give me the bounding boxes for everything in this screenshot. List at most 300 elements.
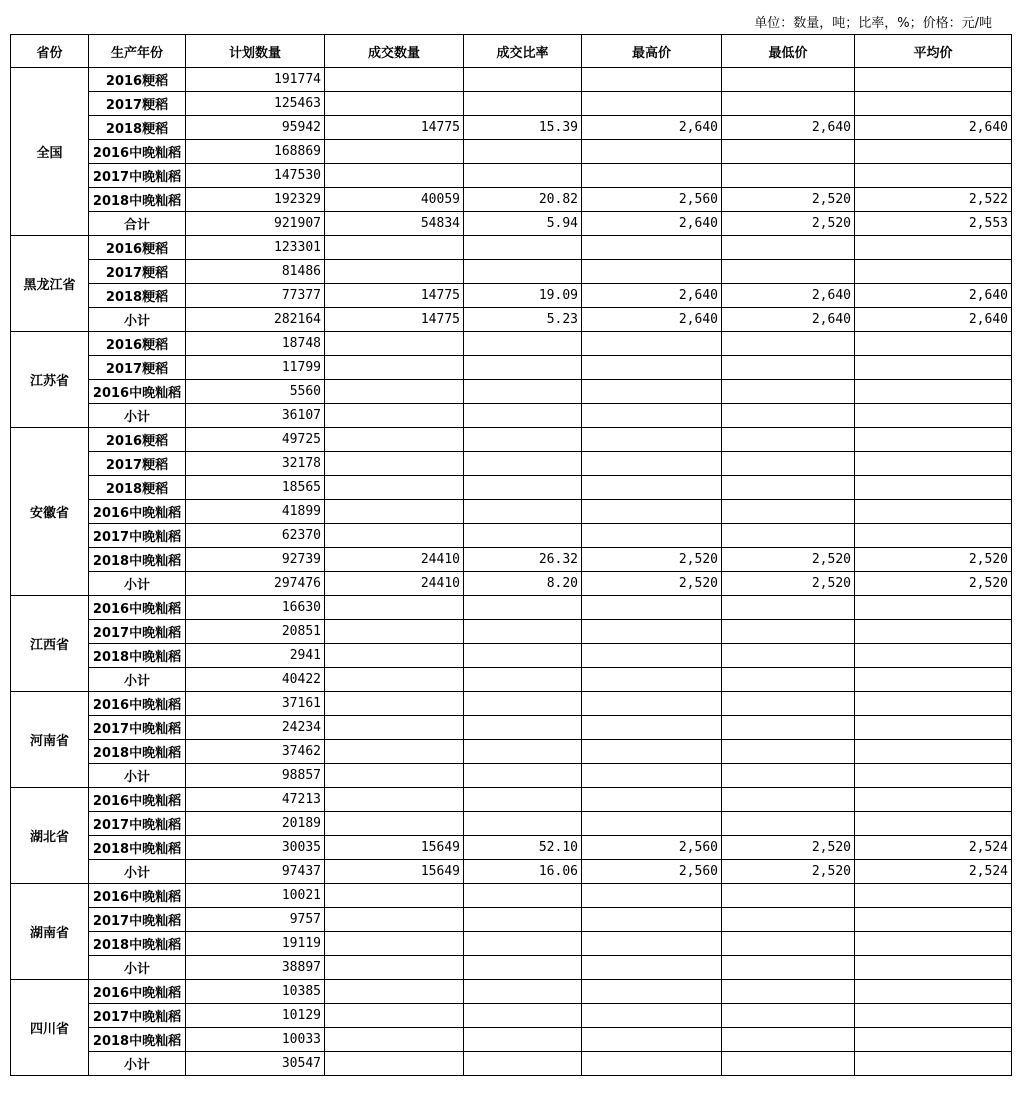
province-cell: 湖北省 [11, 788, 89, 884]
production-year-cell: 2018中晚籼稻 [89, 836, 186, 860]
production-year-cell: 小计 [89, 1052, 186, 1076]
production-year-cell: 小计 [89, 404, 186, 428]
trade-ratio-cell [464, 980, 582, 1004]
table-row [11, 500, 1012, 524]
average-price-cell [855, 740, 1012, 764]
traded-quantity-cell [325, 716, 464, 740]
production-year-cell: 2018中晚籼稻 [89, 188, 186, 212]
trade-ratio-cell [464, 356, 582, 380]
auction-results-table [10, 34, 1012, 1076]
average-price-cell [855, 404, 1012, 428]
highest-price-cell [582, 380, 722, 404]
highest-price-cell [582, 956, 722, 980]
average-price-cell: 2,640 [855, 284, 1012, 308]
lowest-price-cell [722, 92, 855, 116]
header-average-price: 平均价 [855, 35, 1012, 68]
planned-quantity-cell: 41899 [186, 500, 325, 524]
planned-quantity-cell: 95942 [186, 116, 325, 140]
planned-quantity-cell: 49725 [186, 428, 325, 452]
table-row [11, 668, 1012, 692]
highest-price-cell [582, 812, 722, 836]
average-price-cell: 2,524 [855, 860, 1012, 884]
average-price-cell [855, 92, 1012, 116]
production-year-cell: 小计 [89, 860, 186, 884]
highest-price-cell [582, 884, 722, 908]
planned-quantity-cell: 97437 [186, 860, 325, 884]
production-year-cell: 2017中晚籼稻 [89, 1004, 186, 1028]
traded-quantity-cell: 24410 [325, 572, 464, 596]
traded-quantity-cell [325, 1028, 464, 1052]
table-row [11, 68, 1012, 92]
highest-price-cell: 2,560 [582, 860, 722, 884]
production-year-cell: 小计 [89, 308, 186, 332]
traded-quantity-cell [325, 140, 464, 164]
table-row [11, 1004, 1012, 1028]
table-row [11, 116, 1012, 140]
production-year-cell: 2017粳稻 [89, 260, 186, 284]
province-cell: 江苏省 [11, 332, 89, 428]
traded-quantity-cell [325, 692, 464, 716]
planned-quantity-cell: 125463 [186, 92, 325, 116]
table-row [11, 428, 1012, 452]
table-row [11, 884, 1012, 908]
trade-ratio-cell [464, 68, 582, 92]
trade-ratio-cell: 26.32 [464, 548, 582, 572]
trade-ratio-cell [464, 260, 582, 284]
table-row [11, 164, 1012, 188]
highest-price-cell [582, 908, 722, 932]
traded-quantity-cell [325, 500, 464, 524]
traded-quantity-cell [325, 956, 464, 980]
table-row [11, 932, 1012, 956]
production-year-cell: 2018粳稻 [89, 284, 186, 308]
average-price-cell [855, 908, 1012, 932]
average-price-cell [855, 1028, 1012, 1052]
table-row [11, 740, 1012, 764]
trade-ratio-cell [464, 932, 582, 956]
table-row [11, 260, 1012, 284]
average-price-cell [855, 956, 1012, 980]
average-price-cell: 2,524 [855, 836, 1012, 860]
table-row [11, 188, 1012, 212]
planned-quantity-cell: 921907 [186, 212, 325, 236]
lowest-price-cell: 2,520 [722, 572, 855, 596]
traded-quantity-cell [325, 356, 464, 380]
traded-quantity-cell [325, 668, 464, 692]
highest-price-cell [582, 140, 722, 164]
average-price-cell [855, 164, 1012, 188]
planned-quantity-cell: 77377 [186, 284, 325, 308]
production-year-cell: 2016中晚籼稻 [89, 980, 186, 1004]
province-cell: 湖南省 [11, 884, 89, 980]
table-row [11, 1052, 1012, 1076]
traded-quantity-cell [325, 764, 464, 788]
table-row [11, 788, 1012, 812]
average-price-cell [855, 1004, 1012, 1028]
trade-ratio-cell [464, 956, 582, 980]
average-price-cell [855, 644, 1012, 668]
trade-ratio-cell: 20.82 [464, 188, 582, 212]
planned-quantity-cell: 81486 [186, 260, 325, 284]
traded-quantity-cell: 15649 [325, 860, 464, 884]
planned-quantity-cell: 297476 [186, 572, 325, 596]
lowest-price-cell: 2,520 [722, 212, 855, 236]
traded-quantity-cell [325, 980, 464, 1004]
production-year-cell: 2016中晚籼稻 [89, 596, 186, 620]
planned-quantity-cell: 62370 [186, 524, 325, 548]
planned-quantity-cell: 37462 [186, 740, 325, 764]
traded-quantity-cell [325, 1052, 464, 1076]
production-year-cell: 2018中晚籼稻 [89, 932, 186, 956]
traded-quantity-cell [325, 524, 464, 548]
traded-quantity-cell: 15649 [325, 836, 464, 860]
highest-price-cell [582, 260, 722, 284]
highest-price-cell [582, 620, 722, 644]
highest-price-cell: 2,640 [582, 116, 722, 140]
lowest-price-cell [722, 692, 855, 716]
trade-ratio-cell [464, 644, 582, 668]
planned-quantity-cell: 11799 [186, 356, 325, 380]
traded-quantity-cell [325, 260, 464, 284]
production-year-cell: 2018粳稻 [89, 476, 186, 500]
planned-quantity-cell: 18748 [186, 332, 325, 356]
planned-quantity-cell: 10385 [186, 980, 325, 1004]
production-year-cell: 2016中晚籼稻 [89, 380, 186, 404]
trade-ratio-cell [464, 404, 582, 428]
highest-price-cell [582, 92, 722, 116]
trade-ratio-cell [464, 692, 582, 716]
highest-price-cell: 2,640 [582, 212, 722, 236]
planned-quantity-cell: 32178 [186, 452, 325, 476]
average-price-cell [855, 764, 1012, 788]
lowest-price-cell [722, 932, 855, 956]
planned-quantity-cell: 20851 [186, 620, 325, 644]
lowest-price-cell: 2,520 [722, 860, 855, 884]
production-year-cell: 2017粳稻 [89, 452, 186, 476]
lowest-price-cell [722, 1004, 855, 1028]
lowest-price-cell [722, 404, 855, 428]
highest-price-cell: 2,520 [582, 572, 722, 596]
planned-quantity-cell: 123301 [186, 236, 325, 260]
trade-ratio-cell [464, 1004, 582, 1028]
highest-price-cell [582, 644, 722, 668]
table-row [11, 764, 1012, 788]
highest-price-cell: 2,640 [582, 308, 722, 332]
planned-quantity-cell: 40422 [186, 668, 325, 692]
table-row [11, 908, 1012, 932]
average-price-cell [855, 500, 1012, 524]
unit-note: 单位：数量，吨；比率，%；价格：元/吨 [754, 16, 992, 31]
header-highest-price: 最高价 [582, 35, 722, 68]
lowest-price-cell [722, 260, 855, 284]
lowest-price-cell [722, 236, 855, 260]
production-year-cell: 2018中晚籼稻 [89, 548, 186, 572]
trade-ratio-cell [464, 884, 582, 908]
table-row [11, 956, 1012, 980]
highest-price-cell [582, 596, 722, 620]
trade-ratio-cell: 19.09 [464, 284, 582, 308]
table-row [11, 92, 1012, 116]
trade-ratio-cell [464, 164, 582, 188]
table-body [11, 68, 1012, 1076]
traded-quantity-cell [325, 908, 464, 932]
table-row [11, 236, 1012, 260]
average-price-cell [855, 428, 1012, 452]
trade-ratio-cell [464, 716, 582, 740]
production-year-cell: 2016中晚籼稻 [89, 500, 186, 524]
province-cell: 全国 [11, 68, 89, 236]
planned-quantity-cell: 282164 [186, 308, 325, 332]
lowest-price-cell: 2,520 [722, 836, 855, 860]
lowest-price-cell [722, 452, 855, 476]
header-row [11, 35, 1012, 68]
highest-price-cell [582, 716, 722, 740]
planned-quantity-cell: 10021 [186, 884, 325, 908]
table-row [11, 596, 1012, 620]
planned-quantity-cell: 38897 [186, 956, 325, 980]
planned-quantity-cell: 5560 [186, 380, 325, 404]
average-price-cell [855, 236, 1012, 260]
lowest-price-cell [722, 764, 855, 788]
trade-ratio-cell [464, 596, 582, 620]
average-price-cell [855, 524, 1012, 548]
lowest-price-cell [722, 908, 855, 932]
planned-quantity-cell: 191774 [186, 68, 325, 92]
trade-ratio-cell [464, 236, 582, 260]
traded-quantity-cell: 40059 [325, 188, 464, 212]
lowest-price-cell [722, 1028, 855, 1052]
planned-quantity-cell: 37161 [186, 692, 325, 716]
table-row [11, 308, 1012, 332]
production-year-cell: 2017中晚籼稻 [89, 164, 186, 188]
planned-quantity-cell: 92739 [186, 548, 325, 572]
highest-price-cell [582, 980, 722, 1004]
traded-quantity-cell [325, 332, 464, 356]
average-price-cell [855, 668, 1012, 692]
trade-ratio-cell: 8.20 [464, 572, 582, 596]
average-price-cell [855, 692, 1012, 716]
highest-price-cell [582, 1052, 722, 1076]
planned-quantity-cell: 20189 [186, 812, 325, 836]
traded-quantity-cell [325, 620, 464, 644]
table-row [11, 524, 1012, 548]
highest-price-cell [582, 1004, 722, 1028]
trade-ratio-cell: 16.06 [464, 860, 582, 884]
lowest-price-cell [722, 884, 855, 908]
highest-price-cell [582, 692, 722, 716]
highest-price-cell [582, 452, 722, 476]
production-year-cell: 2017粳稻 [89, 92, 186, 116]
planned-quantity-cell: 36107 [186, 404, 325, 428]
table-row [11, 140, 1012, 164]
lowest-price-cell [722, 812, 855, 836]
province-cell: 安徽省 [11, 428, 89, 596]
province-cell: 黑龙江省 [11, 236, 89, 332]
table-row [11, 860, 1012, 884]
table-row [11, 332, 1012, 356]
lowest-price-cell [722, 956, 855, 980]
header-province: 省份 [11, 35, 89, 68]
table-row [11, 836, 1012, 860]
table-row [11, 380, 1012, 404]
average-price-cell [855, 260, 1012, 284]
traded-quantity-cell [325, 788, 464, 812]
planned-quantity-cell: 168869 [186, 140, 325, 164]
header-lowest-price: 最低价 [722, 35, 855, 68]
traded-quantity-cell [325, 1004, 464, 1028]
highest-price-cell [582, 236, 722, 260]
traded-quantity-cell [325, 740, 464, 764]
province-cell: 四川省 [11, 980, 89, 1076]
highest-price-cell: 2,640 [582, 284, 722, 308]
production-year-cell: 2017粳稻 [89, 356, 186, 380]
production-year-cell: 2016粳稻 [89, 332, 186, 356]
highest-price-cell [582, 68, 722, 92]
planned-quantity-cell: 192329 [186, 188, 325, 212]
production-year-cell: 2017中晚籼稻 [89, 812, 186, 836]
traded-quantity-cell [325, 164, 464, 188]
lowest-price-cell [722, 476, 855, 500]
average-price-cell [855, 716, 1012, 740]
planned-quantity-cell: 16630 [186, 596, 325, 620]
planned-quantity-cell: 98857 [186, 764, 325, 788]
lowest-price-cell [722, 1052, 855, 1076]
lowest-price-cell [722, 332, 855, 356]
traded-quantity-cell [325, 380, 464, 404]
lowest-price-cell [722, 740, 855, 764]
trade-ratio-cell [464, 524, 582, 548]
traded-quantity-cell [325, 596, 464, 620]
trade-ratio-cell [464, 92, 582, 116]
trade-ratio-cell: 5.94 [464, 212, 582, 236]
table-row [11, 548, 1012, 572]
header-production-year: 生产年份 [89, 35, 186, 68]
traded-quantity-cell [325, 932, 464, 956]
table-row [11, 212, 1012, 236]
average-price-cell [855, 932, 1012, 956]
trade-ratio-cell [464, 740, 582, 764]
planned-quantity-cell: 9757 [186, 908, 325, 932]
average-price-cell: 2,640 [855, 116, 1012, 140]
highest-price-cell [582, 164, 722, 188]
trade-ratio-cell [464, 1028, 582, 1052]
traded-quantity-cell: 14775 [325, 116, 464, 140]
average-price-cell [855, 980, 1012, 1004]
average-price-cell [855, 476, 1012, 500]
trade-ratio-cell [464, 812, 582, 836]
planned-quantity-cell: 30035 [186, 836, 325, 860]
production-year-cell: 2017中晚籼稻 [89, 716, 186, 740]
average-price-cell [855, 452, 1012, 476]
trade-ratio-cell [464, 428, 582, 452]
trade-ratio-cell: 52.10 [464, 836, 582, 860]
trade-ratio-cell [464, 476, 582, 500]
traded-quantity-cell [325, 404, 464, 428]
lowest-price-cell: 2,640 [722, 308, 855, 332]
highest-price-cell: 2,520 [582, 548, 722, 572]
lowest-price-cell [722, 140, 855, 164]
traded-quantity-cell: 24410 [325, 548, 464, 572]
average-price-cell: 2,640 [855, 308, 1012, 332]
production-year-cell: 小计 [89, 956, 186, 980]
highest-price-cell [582, 932, 722, 956]
highest-price-cell [582, 356, 722, 380]
highest-price-cell [582, 500, 722, 524]
traded-quantity-cell [325, 476, 464, 500]
highest-price-cell [582, 764, 722, 788]
average-price-cell: 2,520 [855, 548, 1012, 572]
traded-quantity-cell [325, 884, 464, 908]
trade-ratio-cell [464, 788, 582, 812]
traded-quantity-cell: 14775 [325, 308, 464, 332]
table-row [11, 572, 1012, 596]
trade-ratio-cell [464, 620, 582, 644]
highest-price-cell: 2,560 [582, 188, 722, 212]
traded-quantity-cell [325, 68, 464, 92]
production-year-cell: 2016粳稻 [89, 236, 186, 260]
average-price-cell [855, 140, 1012, 164]
highest-price-cell [582, 428, 722, 452]
traded-quantity-cell: 54834 [325, 212, 464, 236]
lowest-price-cell [722, 668, 855, 692]
highest-price-cell [582, 740, 722, 764]
highest-price-cell [582, 668, 722, 692]
production-year-cell: 2017中晚籼稻 [89, 524, 186, 548]
average-price-cell [855, 812, 1012, 836]
table-row [11, 476, 1012, 500]
average-price-cell [855, 68, 1012, 92]
lowest-price-cell [722, 380, 855, 404]
traded-quantity-cell [325, 812, 464, 836]
trade-ratio-cell [464, 1052, 582, 1076]
traded-quantity-cell [325, 92, 464, 116]
planned-quantity-cell: 18565 [186, 476, 325, 500]
planned-quantity-cell: 24234 [186, 716, 325, 740]
average-price-cell: 2,520 [855, 572, 1012, 596]
province-cell: 河南省 [11, 692, 89, 788]
production-year-cell: 2016粳稻 [89, 428, 186, 452]
production-year-cell: 2016中晚籼稻 [89, 692, 186, 716]
average-price-cell: 2,522 [855, 188, 1012, 212]
planned-quantity-cell: 30547 [186, 1052, 325, 1076]
lowest-price-cell [722, 164, 855, 188]
production-year-cell: 2017中晚籼稻 [89, 620, 186, 644]
production-year-cell: 2016中晚籼稻 [89, 140, 186, 164]
header-trade-ratio: 成交比率 [464, 35, 582, 68]
table-row [11, 1028, 1012, 1052]
trade-ratio-cell [464, 764, 582, 788]
production-year-cell: 2018中晚籼稻 [89, 644, 186, 668]
lowest-price-cell [722, 356, 855, 380]
lowest-price-cell [722, 620, 855, 644]
production-year-cell: 2016中晚籼稻 [89, 788, 186, 812]
highest-price-cell [582, 476, 722, 500]
trade-ratio-cell [464, 668, 582, 692]
traded-quantity-cell [325, 428, 464, 452]
traded-quantity-cell [325, 236, 464, 260]
highest-price-cell: 2,560 [582, 836, 722, 860]
production-year-cell: 2018中晚籼稻 [89, 740, 186, 764]
production-year-cell: 2016粳稻 [89, 68, 186, 92]
lowest-price-cell: 2,520 [722, 188, 855, 212]
planned-quantity-cell: 10033 [186, 1028, 325, 1052]
highest-price-cell [582, 788, 722, 812]
average-price-cell [855, 356, 1012, 380]
table-row [11, 980, 1012, 1004]
average-price-cell [855, 788, 1012, 812]
lowest-price-cell [722, 788, 855, 812]
lowest-price-cell: 2,640 [722, 284, 855, 308]
